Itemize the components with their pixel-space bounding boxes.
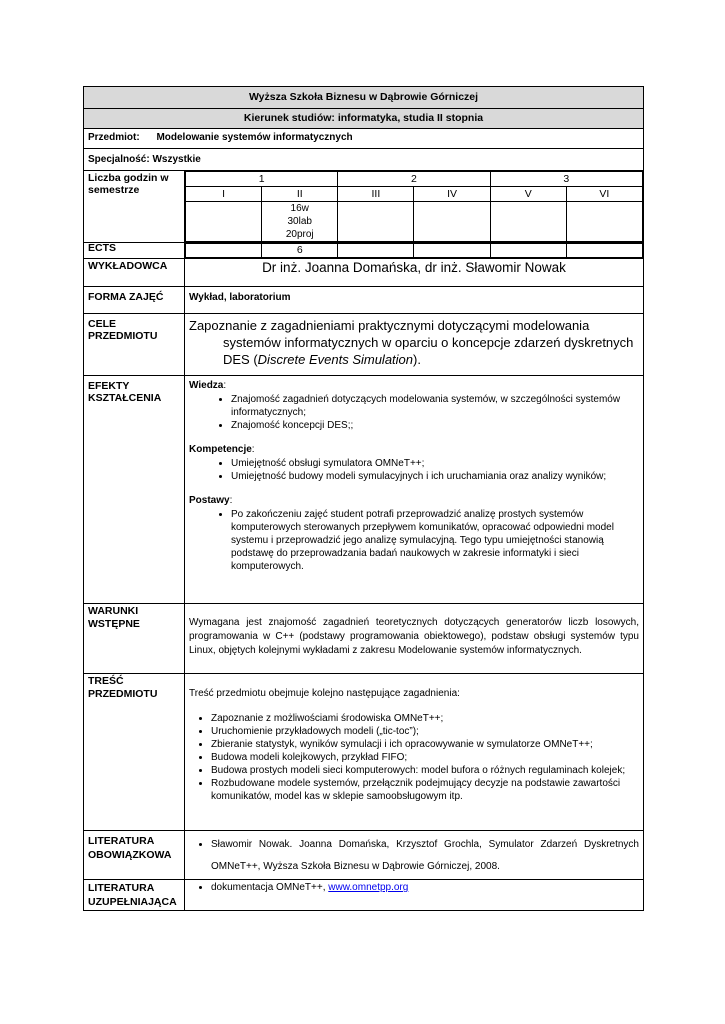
list-item: • Znajomość zagadnień dotyczących modelowania systemów, w szczególności systemów informatycznych; — [231, 393, 639, 419]
ects-label: ECTS — [84, 243, 185, 259]
list-item: • Uruchomienie przykładowych modeli („tic-toc”); — [211, 725, 639, 738]
syllabus-page — [83, 86, 643, 911]
literature-label: LITERATURA OBOWIĄZKOWA — [84, 831, 185, 880]
list-item: • Umiejętność budowy modeli symulacyjnych i ich uruchamiania oraz analizy wyników; — [231, 470, 639, 483]
content-list — [189, 712, 639, 803]
literature-content — [185, 831, 644, 880]
list-item: • Zapoznanie z możliwościami środowiska OMNeT++; — [211, 712, 639, 725]
content-label: TREŚĆ PRZEDMIOTU — [84, 674, 185, 831]
list-item: • Sławomir Nowak. Joanna Domańska, Krzysztof Grochla, Symulator Zdarzeń Dyskretnych OMNeT++, Wyższa Szkoła Biznesu w Dąbrowie Górniczej, 2008. — [211, 834, 639, 878]
semester-5: V — [490, 187, 566, 202]
list-item: • Umiejętność obsługi symulatora OMNeT++; — [231, 457, 639, 470]
list-item: • Znajomość koncepcji DES;; — [231, 419, 639, 432]
literature-list — [189, 834, 639, 878]
subject-row — [84, 129, 644, 149]
school-name: Wyższa Szkoła Biznesu w Dąbrowie Górniczej — [84, 87, 644, 109]
year-2: 2 — [338, 172, 490, 187]
hours-grid — [185, 171, 644, 243]
semester-4: IV — [414, 187, 490, 202]
goals-label: CELE PRZEDMIOTU — [84, 314, 185, 376]
subject-label: Przedmiot: — [88, 132, 140, 143]
year-1: 1 — [186, 172, 338, 187]
omnetpp-link[interactable]: www.omnetpp.org — [328, 882, 409, 893]
semester-2: II — [262, 187, 338, 202]
effects-content: Wiedza: • Znajomość zagadnień dotyczących modelowania systemów, w szczególności systemów informatycznych; • Znajomość koncepcji DES;; Kompetencje: • Umiejętność obsługi symulatora OMNeT++; • Umiejętność budowy modeli symulacyjnych i ich uruchamiania oraz analizy wyników; Postawy: • Po zakończeniu zajęć student potrafi przeprowadzić analizę prostych systemów komputerowych sterowanych przepływem komunikatów, opracować odpowiedni model systemu i przeprowadzić jego analizę symulacyjną. Tego typu umiejętności stanowią podstawę do przeprowadzania badań naukowych w zakresie informatyki i sieci komputerowych. — [185, 376, 644, 604]
lecturer-label: WYKŁADOWCA — [84, 259, 185, 287]
study-direction: Kierunek studiów: informatyka, studia II stopnia — [84, 109, 644, 129]
list-item: • dokumentacja OMNeT++, www.omnetpp.org — [211, 881, 639, 894]
attitude-list — [189, 508, 639, 573]
content-intro: Treść przedmiotu obejmuje kolejno następujące zagadnienia: — [189, 688, 460, 699]
prereq-label: WARUNKI WSTĘPNE — [84, 604, 185, 674]
content-body — [185, 674, 644, 831]
list-item: • Rozbudowane modele systemów, przełącznik podejmujący decyzje na podstawie zawartości komunikatów, model kas w sklepie samoobsługowym itp. — [211, 777, 639, 803]
syllabus-table — [83, 86, 644, 911]
knowledge-title: Wiedza — [189, 380, 224, 391]
ects-value: 6 — [262, 244, 338, 258]
semester-2-hours: 16w 30lab 20proj — [262, 202, 338, 242]
prereq-text: Wymagana jest znajomość zagadnień teoretycznych dotyczących generatorów liczb losowych, programowania w C++ (podstawy programowania obiektowego), podstaw obsługi systemów typu Linux, objętych kolejnymi wykładami z zakresu Modelowanie systemów informatycznych. — [185, 604, 644, 674]
semester-6: VI — [566, 187, 642, 202]
goals-text: Zapoznanie z zagadnieniami praktycznymi dotyczącymi modelowania systemów informatycznych w oparciu o koncepcje zdarzeń dyskretnych DES (Discrete Events Simulation). — [185, 314, 644, 376]
year-3: 3 — [490, 172, 642, 187]
knowledge-list — [189, 393, 639, 432]
list-item: • Po zakończeniu zajęć student potrafi przeprowadzić analizę prostych systemów komputerowych sterowanych przepływem komunikatów, opracować odpowiedni model systemu i przeprowadzić jego analizę symulacyjną. Tego typu umiejętności stanowią podstawę do przeprowadzania badań naukowych w zakresie informatyki i sieci komputerowych. — [231, 508, 639, 573]
supplementary-label: LITERATURA UZUPEŁNIAJĄCA — [84, 880, 185, 911]
list-item: • Budowa prostych modeli sieci komputerowych: model bufora o różnych regulaminach kolejek; — [211, 764, 639, 777]
list-item: • Budowa modeli kolejkowych, przykład FIFO; — [211, 751, 639, 764]
subject-value: Modelowanie systemów informatycznych — [156, 132, 353, 143]
specialty: Specjalność: Wszystkie — [84, 149, 644, 171]
list-item: • Zbieranie statystyk, wyników symulacji i ich opracowywanie w symulatorze OMNeT++; — [211, 738, 639, 751]
competence-title: Kompetencje — [189, 444, 252, 455]
supplementary-content — [185, 880, 644, 911]
form-value: Wykład, laboratorium — [185, 287, 644, 314]
form-label: FORMA ZAJĘĆ — [84, 287, 185, 314]
semester-3: III — [338, 187, 414, 202]
competence-list — [189, 457, 639, 483]
hours-label: Liczba godzin w semestrze — [84, 171, 185, 243]
attitude-title: Postawy — [189, 495, 230, 506]
effects-label: EFEKTY KSZTAŁCENIA — [84, 376, 185, 604]
semester-1: I — [186, 187, 262, 202]
supplementary-list — [189, 881, 639, 894]
lecturer-value: Dr inż. Joanna Domańska, dr inż. Sławomir Nowak — [185, 259, 644, 287]
